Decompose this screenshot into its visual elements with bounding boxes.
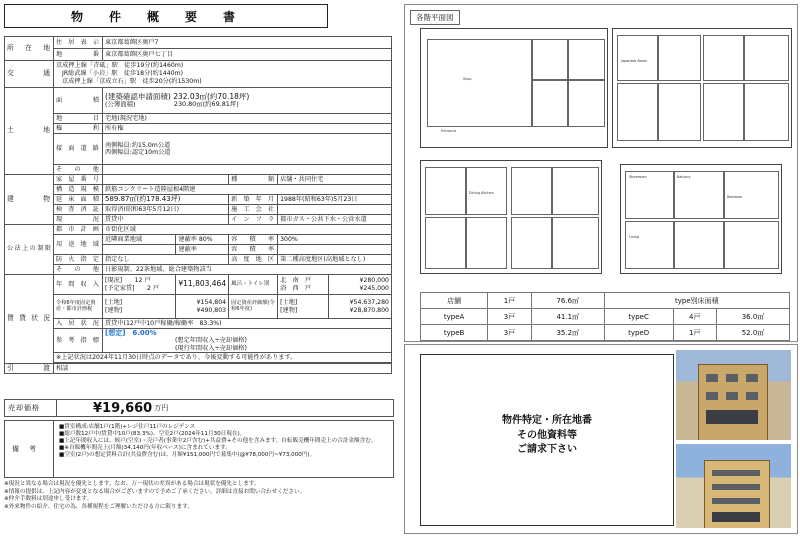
bath-line: 北 南 戸	[280, 277, 312, 285]
table-row	[421, 293, 790, 309]
eval-value: ¥28,870,800	[349, 306, 389, 314]
value-zoning-2	[103, 245, 176, 255]
building-photo-side	[676, 444, 791, 528]
value-income: ¥11,803,464	[176, 275, 229, 295]
building-photo-front	[676, 350, 791, 440]
value-building: 589.87㎡(約178.43坪)	[103, 195, 229, 205]
info-line: その他資料等	[517, 429, 577, 441]
label-coverage: 建蔽率	[178, 245, 197, 253]
remark-line: ■空室(2戸)の想定賃料合計(共益費含む)は、月額¥151,000円で募集中(@¥78,000円~¥73,000円)。	[59, 451, 316, 458]
table-cell: 3戸	[488, 309, 532, 325]
table-cell: typeA	[421, 309, 488, 325]
bath-value: ¥280,000	[359, 277, 389, 285]
footer-note: ※仲介手数料は別途申し受けます。	[4, 496, 93, 503]
yield-line: (想定年間収入÷売却価格)	[175, 337, 247, 345]
label-lot: 地番	[54, 49, 103, 61]
label-bath: 風呂・トイレ別	[229, 275, 278, 295]
info-line: ご請求下さい	[517, 444, 577, 455]
yield-line: (現行年間収入÷売却価格)	[175, 344, 247, 352]
table-cell: 76.6㎡	[531, 293, 604, 309]
value-building: 取得済(昭和63年5月12日)	[103, 205, 229, 215]
label-building-2: 種類	[229, 175, 278, 185]
label-eval: 固定資産評価額(令和6年度)	[229, 295, 278, 319]
value-chimoku: 宅地(現況宅地)	[103, 114, 392, 124]
bath-value: ¥245,000	[359, 284, 389, 292]
unit-type-table	[420, 292, 790, 341]
label-road: 接面道路	[54, 134, 103, 165]
value-fire: 指定なし	[103, 255, 229, 265]
category-building: 建物	[5, 175, 54, 225]
value-handover: 相談	[54, 364, 392, 374]
label-fire: 防火指定	[54, 255, 103, 265]
remark-line: ■上記年間収入には、候戸(空室)・売戸者(事業中2戸含む)+共益費+その他を含みます。自転販売機年間売上の合計金額含む。	[59, 437, 377, 444]
room-label: Shop	[463, 77, 472, 81]
footer-note: ※外来物件の紹介、住宅の為、各種規程をご理解いただける方に限ります。	[4, 503, 193, 510]
label-land-other: その他	[54, 165, 103, 175]
label-building-2: 新築年月	[229, 195, 278, 205]
label-building-2: インフラ	[229, 215, 278, 225]
footer-note: ※情報の提供は、上記内容が変更となる場合がございますので予めご了承ください。詳細は直接お問い合わせください。	[4, 488, 306, 495]
label-tax: 令和6年度固定資産・都市計画税	[54, 295, 103, 319]
category-traffic: 交通	[5, 61, 54, 88]
value-building-2: 1988年(昭和63年)5月23日	[278, 195, 392, 205]
table-cell: typeD	[604, 325, 673, 341]
bath-line: 浴 西 戸	[280, 284, 312, 292]
label-rights: 権利	[54, 124, 103, 134]
room-label: Entrance	[441, 129, 457, 133]
table-cell: typeB	[421, 325, 488, 341]
floor-plan-2f	[612, 28, 792, 148]
eval-key: [土地]	[280, 299, 298, 307]
value-land-area-note: (公簿面積) 230.80㎡(約69.81坪)	[105, 100, 239, 109]
footer-notes	[4, 481, 392, 511]
value-land-area: (建築確認申請面積) 232.03㎡(約70.18坪)	[105, 91, 250, 101]
tax-value: ¥154,804	[196, 299, 227, 307]
value-building: 鉄筋コンクリート造陸屋根4階建	[103, 185, 392, 195]
income-line: [現況] 12 戸	[105, 277, 151, 285]
room-label: Bedroom	[727, 195, 743, 199]
traffic-line: 京成押上線「京成立石」駅 徒歩20分(約1530m)	[62, 78, 202, 86]
label-far: 容積率	[229, 235, 278, 245]
label-legal-other: その他	[54, 265, 103, 275]
category-rent: 賃貸状況	[5, 275, 54, 364]
label-building: 検査済証	[54, 205, 103, 215]
property-spec-table	[4, 36, 392, 374]
value-road-line: 南側幅員:約15.0m公道	[105, 141, 171, 149]
table-cell: 36.0㎡	[717, 309, 790, 325]
label-occupancy: 入居状況	[54, 319, 103, 329]
footer-note: ※現況と異なる場合は現況を優先とします。なお、万一現状の差異がある場合は現状を優先とします。	[4, 481, 260, 487]
value-price: ¥19,660	[93, 400, 153, 416]
label-handover: 引渡	[5, 364, 54, 374]
label-yield: 参考指標	[54, 329, 103, 353]
label-height-district: 高度地区	[229, 255, 278, 265]
rent-note: ※上記状況は2024年11月30日時点のデータであり、今後変動する可能性があります。	[54, 353, 392, 363]
table-cell: typeC	[604, 309, 673, 325]
value-road-line: 西側幅員:認定10m公道	[105, 149, 171, 156]
traffic-line: 京成押上線「青砥」駅 徒歩19分(約1460m)	[56, 61, 184, 69]
table-cell: 41.1㎡	[531, 309, 604, 325]
table-cell: 3戸	[488, 325, 532, 341]
tax-key: [土地]	[105, 299, 123, 307]
value-building	[103, 175, 229, 185]
value-land-other	[103, 165, 392, 175]
label-building-2: 施工会社	[229, 205, 278, 215]
price-unit: 万円	[154, 404, 169, 412]
table-cell: 店舗	[421, 293, 488, 309]
label-area: 面積	[54, 88, 103, 114]
traffic-line: JR総武線「小岩」駅 徒歩18分(約1440m)	[62, 69, 184, 77]
table-cell: 35.2㎡	[531, 325, 604, 341]
category-legal: 公法上の制限	[5, 225, 54, 275]
value-address: 東京都葛飾区奥戸7	[103, 37, 392, 49]
room-label: Japanese Room	[621, 59, 648, 63]
table-cell: 1戸	[488, 293, 532, 309]
document-title: 物件概要書	[4, 4, 328, 28]
value-building-2: 店舗・共同住宅	[278, 175, 392, 185]
table-cell: 52.0㎡	[717, 325, 790, 341]
label-legal: 都市計画	[54, 225, 103, 235]
value-zoning: 近隣商業地域	[103, 235, 176, 245]
value-legal-other: 日影規制、22条地域、総合建築物該当	[103, 265, 392, 275]
room-label: Living	[629, 235, 640, 239]
price-row	[4, 399, 394, 417]
info-line: 物件特定・所在地番	[502, 415, 592, 426]
room-label: Balcony	[677, 175, 691, 179]
value-building-2: 都市ガス・公共下水・公営水道	[278, 215, 392, 225]
value-far: 300%	[278, 235, 392, 245]
table-cell: 1戸	[673, 325, 717, 341]
value-building-2	[278, 205, 392, 215]
yield-line: [想定] 6.00%	[105, 329, 157, 337]
value-lot: 東京都葛飾区奥戸七丁目	[103, 49, 392, 61]
value-building: 賃貸中	[103, 215, 229, 225]
label-income: 年間収入	[54, 275, 103, 295]
floor-plan-3f	[420, 160, 602, 274]
label-building: 構造規模	[54, 185, 103, 195]
room-label: Storeroom	[629, 175, 647, 179]
label-building: 家屋番号	[54, 175, 103, 185]
eval-value: ¥54,637,280	[349, 299, 389, 307]
value-rights: 所有権	[103, 124, 392, 134]
income-line: [予定家賃] 2 戸	[105, 284, 160, 292]
info-panel-text	[472, 414, 622, 458]
label-building: 現況	[54, 215, 103, 225]
label-coverage: 建蔽率	[178, 235, 197, 243]
value-legal: 市街化区域	[103, 225, 392, 235]
category-land: 土地	[5, 88, 54, 175]
label-zoning: 用途地域	[54, 235, 103, 255]
table-cell: type別床面積	[604, 293, 789, 309]
label-building: 延床面積	[54, 195, 103, 205]
value-coverage: 80%	[198, 235, 213, 243]
remarks-box	[4, 420, 394, 478]
label-far: 容積率	[229, 245, 278, 255]
label-chimoku: 地目	[54, 114, 103, 124]
tax-key: [建物]	[105, 306, 123, 314]
value-occupancy: 賃貸中(12戸中10戸稼働/稼働率 83.3%)	[103, 319, 392, 329]
label-remarks: 備考	[5, 421, 54, 477]
category-location: 所在地	[5, 37, 54, 61]
table-cell: 4戸	[673, 309, 717, 325]
table-row	[421, 309, 790, 325]
floor-plan-1f	[420, 28, 608, 148]
label-address: 住居表示	[54, 37, 103, 49]
floor-plan-4f	[620, 164, 782, 274]
remark-line: ■賃室構成:店舗1戸(1階)+レジ住戸11戸のレジデンス	[59, 424, 196, 430]
label-price: 売却価格	[5, 400, 57, 416]
eval-key: [建物]	[280, 306, 298, 314]
remark-line: ■総戸数12戸中/賃貸中10戸(83.3%)、空室2戸(2024年11月30日現在)。	[59, 430, 246, 437]
floor-plan-title: 各階平面図	[410, 10, 460, 25]
tax-value: ¥490,803	[196, 306, 227, 314]
remark-line: ■※自販機年間売上(月額)34,140円(年収ベース)に含まれています。	[59, 444, 231, 451]
table-row	[421, 325, 790, 341]
room-label: Dining Kitchen	[469, 191, 494, 195]
value-height-district: 第二種高度地区(高地域となし)	[278, 255, 392, 265]
